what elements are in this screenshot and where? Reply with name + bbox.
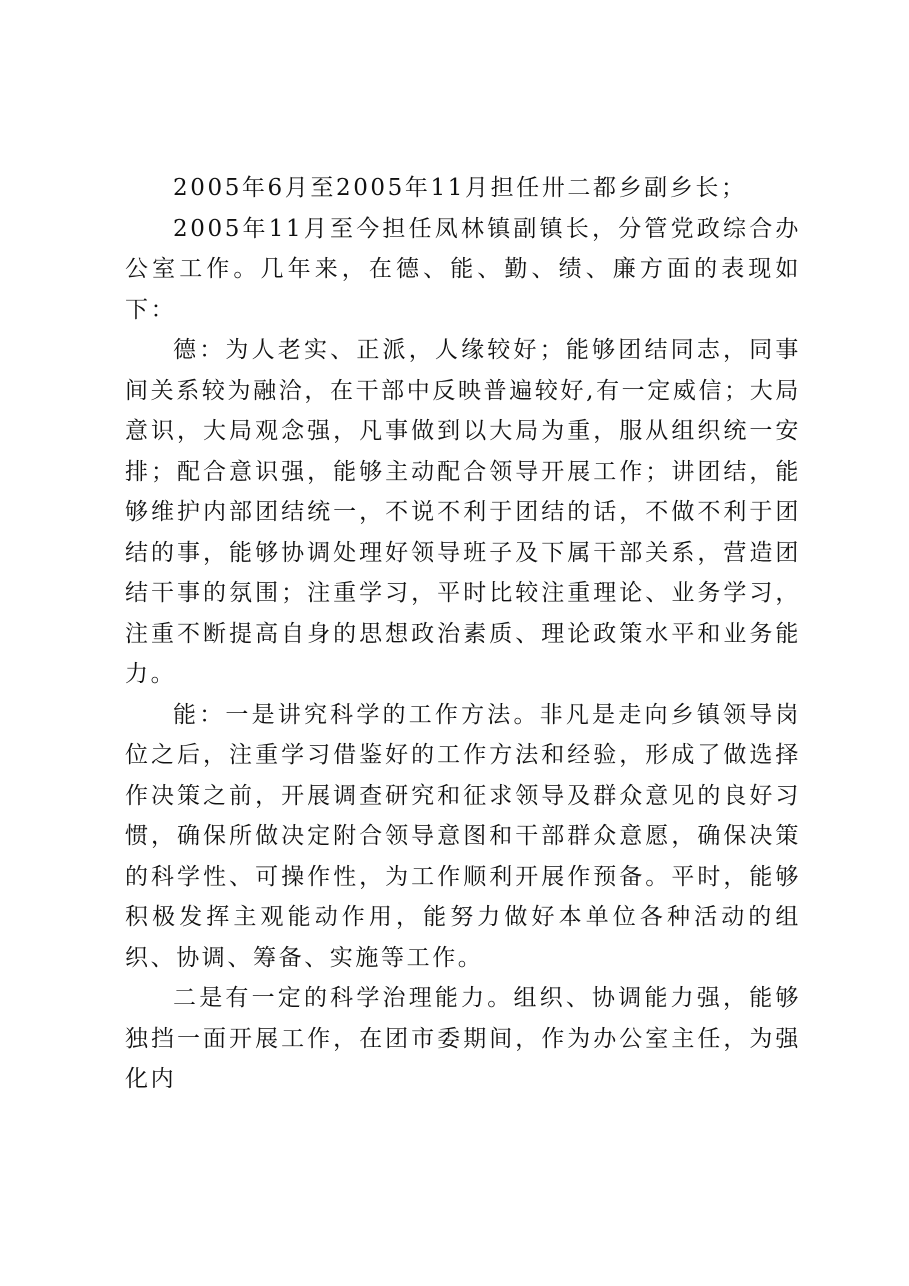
paragraph-ability-management: 二是有一定的科学治理能力。组织、协调能力强，能够独挡一面开展工作，在团市委期间，作为办公室主任，为强化内 (125, 985, 801, 1092)
paragraph-morality: 德：为人老实、正派，人缘较好；能够团结同志，同事间关系较为融洽，在干部中反映普遍较好,有一定威信；大局意识，大局观念强，凡事做到以大局为重，服从组织统一安排；配合意识强，能够主动配合领导开展工作；讲团结，能够维护内部团结统一，不说不利于团结的话，不做不利于团结的事，能够协调处理好领导班子及下属干部关系，营造团结干事的氛围；注重学习，平时比较注重理论、业务学习，注重不断提高自身的思想政治素质、理论政策水平和业务能力。 (125, 337, 801, 687)
paragraph-appointment-2005-township: 2005年6月至2005年11月担任卅二都乡副乡长； (173, 175, 747, 201)
paragraph-ability-methods: 能：一是讲究科学的工作方法。非凡是走向乡镇领导岗位之后，注重学习借鉴好的工作方法和经验，形成了做选择作决策之前，开展调查研究和征求领导及群众意见的良好习惯，确保所做决定附合领导意图和干部群众意愿，确保决策的科学性、可操作性，为工作顺利开展作预备。平时，能够积极发挥主观能动作用，能努力做好本单位各种活动的组织、协调、筹备、实施等工作。 (125, 701, 801, 971)
document-body (125, 168, 801, 1100)
paragraph-appointment-fenglin-town: 2005年11月至今担任凤林镇副镇长，分管党政综合办公室工作。几年来，在德、能、勤、绩、廉方面的表现如下： (125, 215, 801, 323)
